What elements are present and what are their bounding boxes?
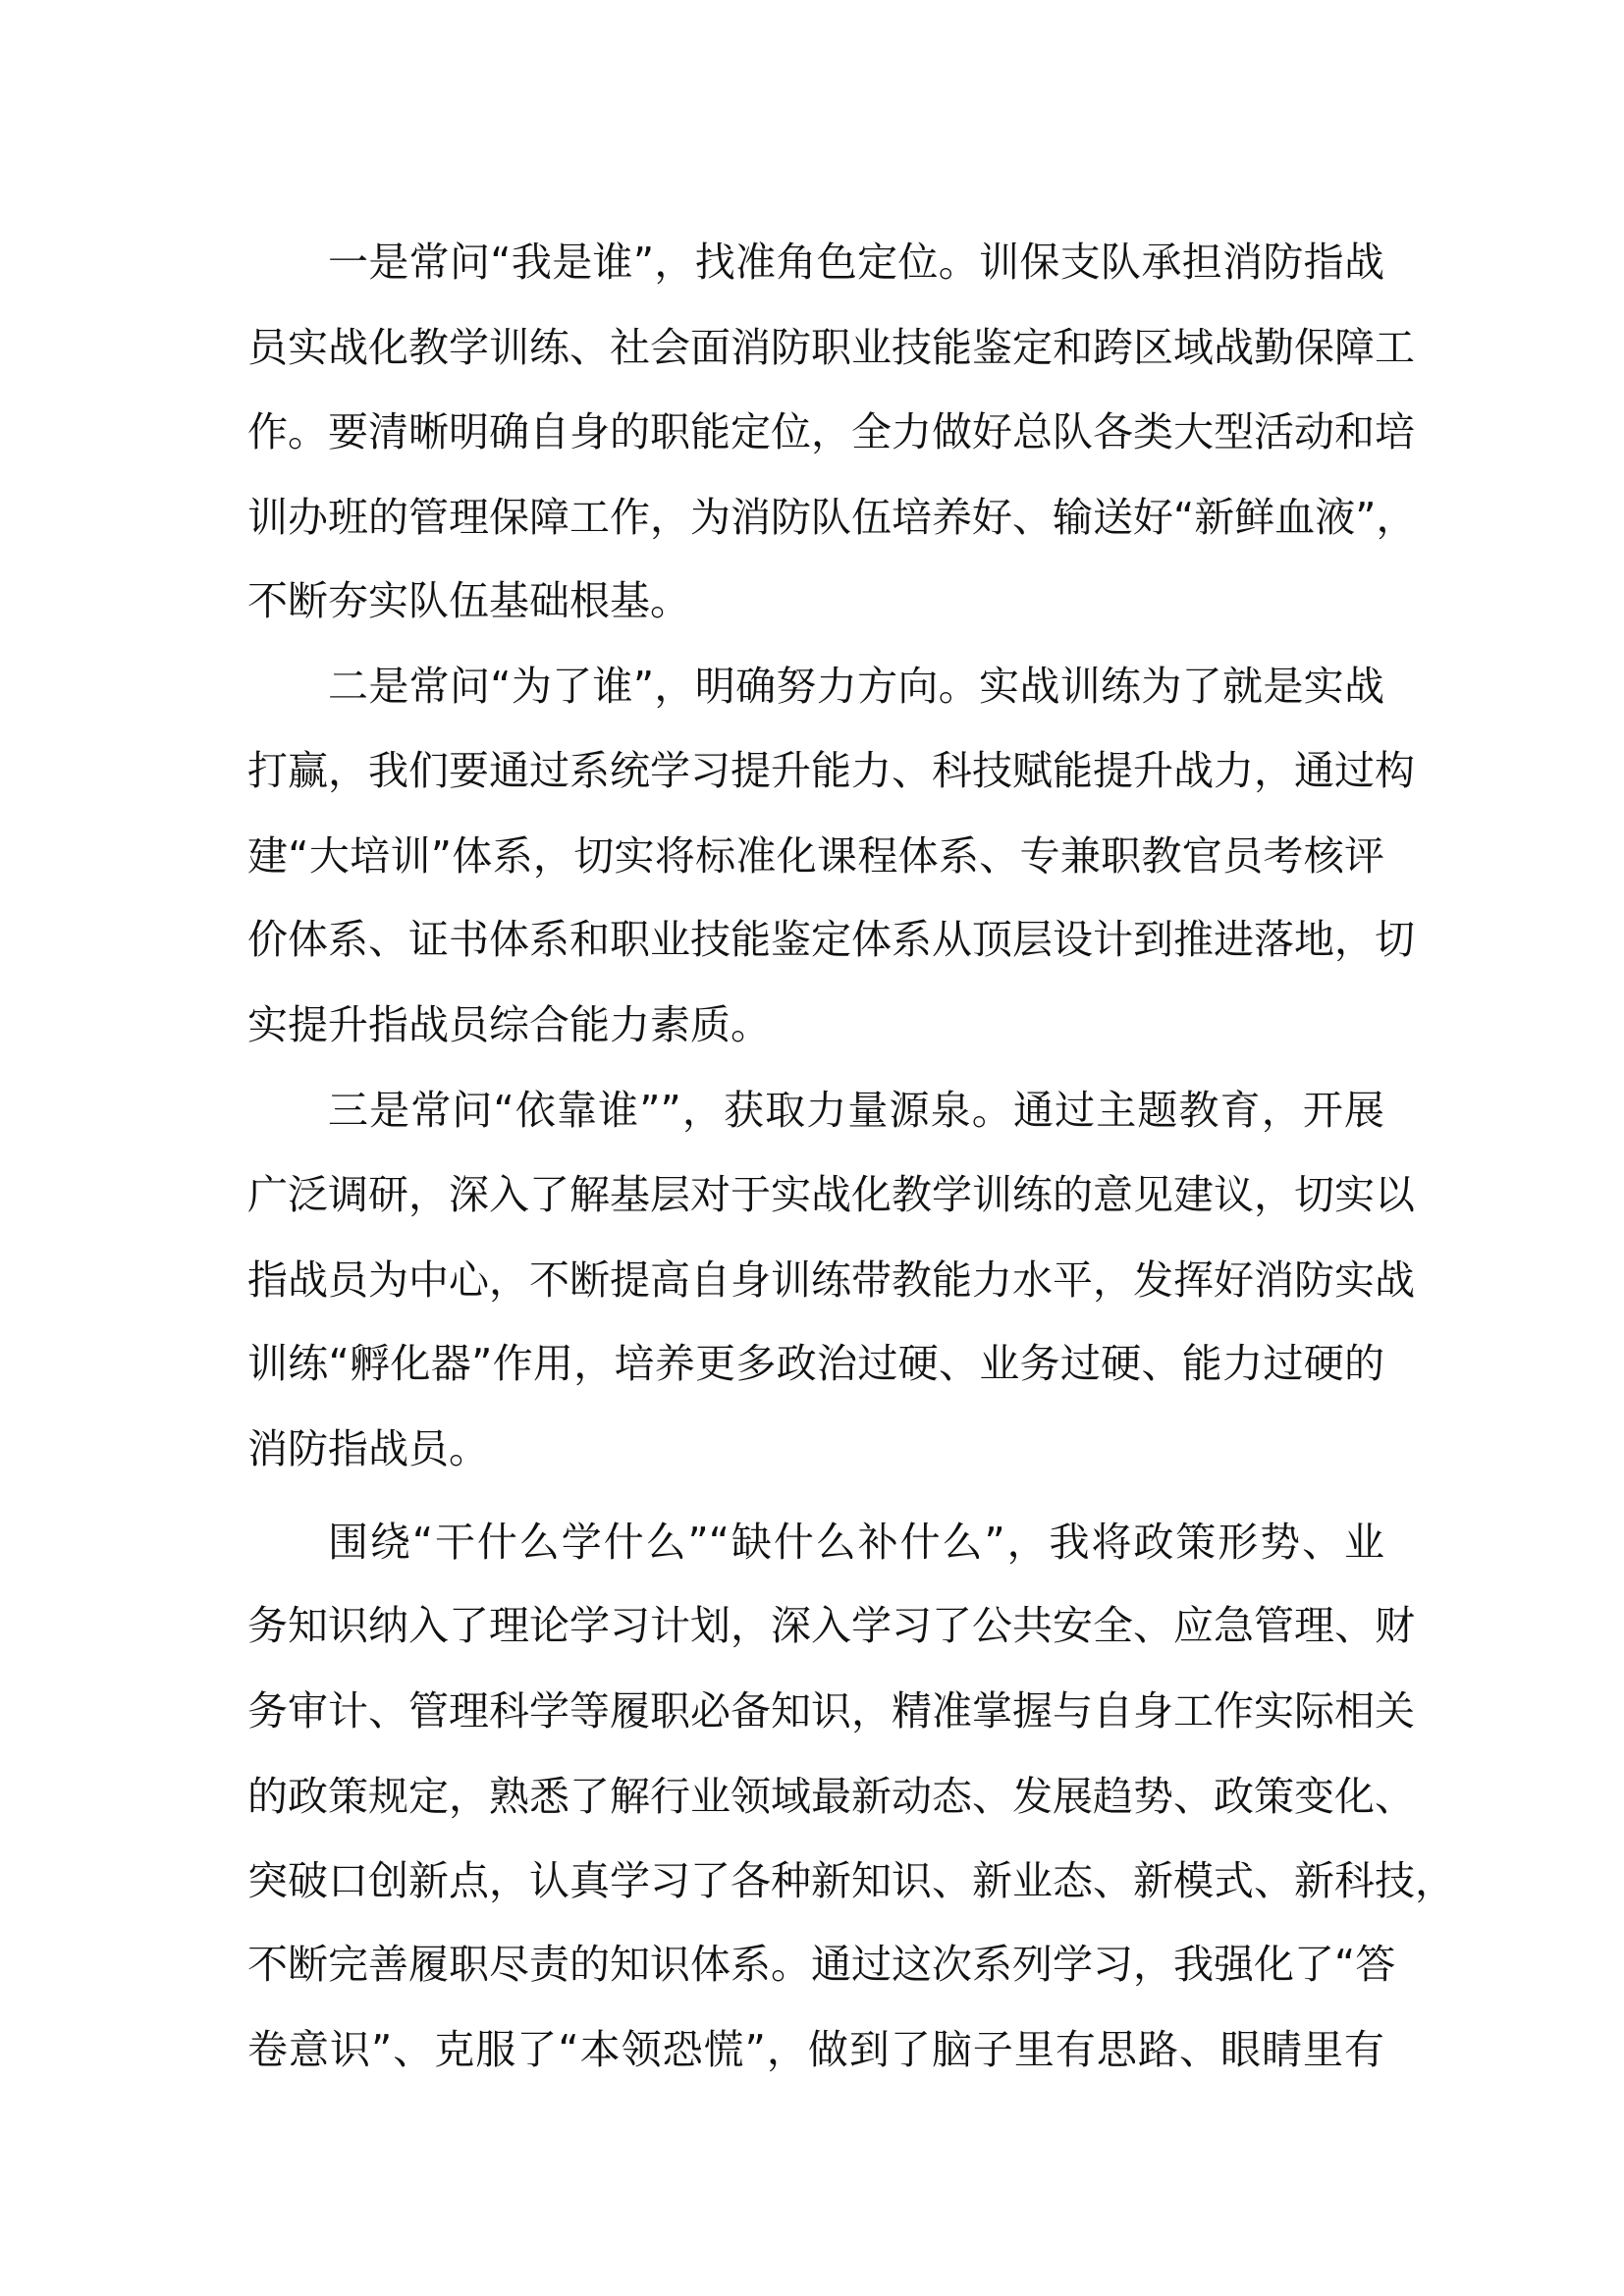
paragraph-4-line: 务审计、管理科学等履职必备知识，精准掌握与自身工作实际相关 <box>247 1687 1415 1735</box>
paragraph-4-line: 不断完善履职尽责的知识体系。通过这次系列学习，我强化了“答 <box>247 1941 1396 1988</box>
paragraph-3-line: 广泛调研，深入了解基层对于实战化教学训练的意见建议，切实以 <box>247 1171 1415 1218</box>
paragraph-2-line: 实提升指战员综合能力素质。 <box>247 1001 771 1048</box>
paragraph-4-line: 围绕“干什么学什么”“缺什么补什么”，我将政策形势、业 <box>328 1519 1384 1566</box>
paragraph-4-line: 的政策规定，熟悉了解行业领域最新动态、发展趋势、政策变化、 <box>247 1773 1415 1820</box>
paragraph-1-line: 一是常问“我是谁”，找准角色定位。训保支队承担消防指战 <box>328 239 1384 286</box>
paragraph-2-line: 打赢，我们要通过系统学习提升能力、科技赋能提升战力，通过构 <box>247 747 1415 794</box>
paragraph-3-line: 训练“孵化器”作用，培养更多政治过硬、业务过硬、能力过硬的 <box>247 1340 1384 1387</box>
paragraph-3-line: 三是常问“依靠谁””，获取力量源泉。通过主题教育，开展 <box>328 1087 1384 1134</box>
paragraph-1-line: 训办班的管理保障工作，为消防队伍培养好、输送好“新鲜血液”， <box>247 494 1417 541</box>
paragraph-1-line: 作。要清晰明确自身的职能定位，全力做好总队各类大型活动和培 <box>247 408 1415 455</box>
paragraph-2-line: 价体系、证书体系和职业技能鉴定体系从顶层设计到推进落地，切 <box>247 916 1415 963</box>
paragraph-4-line: 突破口创新点，认真学习了各种新知识、新业态、新模式、新科技， <box>247 1857 1455 1904</box>
paragraph-1-line: 不断夯实队伍基础根基。 <box>247 577 690 624</box>
paragraph-4-line: 务知识纳入了理论学习计划，深入学习了公共安全、应急管理、财 <box>247 1602 1415 1649</box>
paragraph-2-line: 建“大培训”体系，切实将标准化课程体系、专兼职教官员考核评 <box>247 832 1384 880</box>
paragraph-4-line: 卷意识”、克服了“本领恐慌”，做到了脑子里有思路、眼睛里有 <box>247 2026 1384 2073</box>
paragraph-2-line: 二是常问“为了谁”，明确努力方向。实战训练为了就是实战 <box>328 663 1384 710</box>
paragraph-3-line: 指战员为中心，不断提高自身训练带教能力水平，发挥好消防实战 <box>247 1256 1415 1304</box>
paragraph-1-line: 员实战化教学训练、社会面消防职业技能鉴定和跨区域战勤保障工 <box>247 324 1415 371</box>
paragraph-3-line: 消防指战员。 <box>247 1425 489 1472</box>
